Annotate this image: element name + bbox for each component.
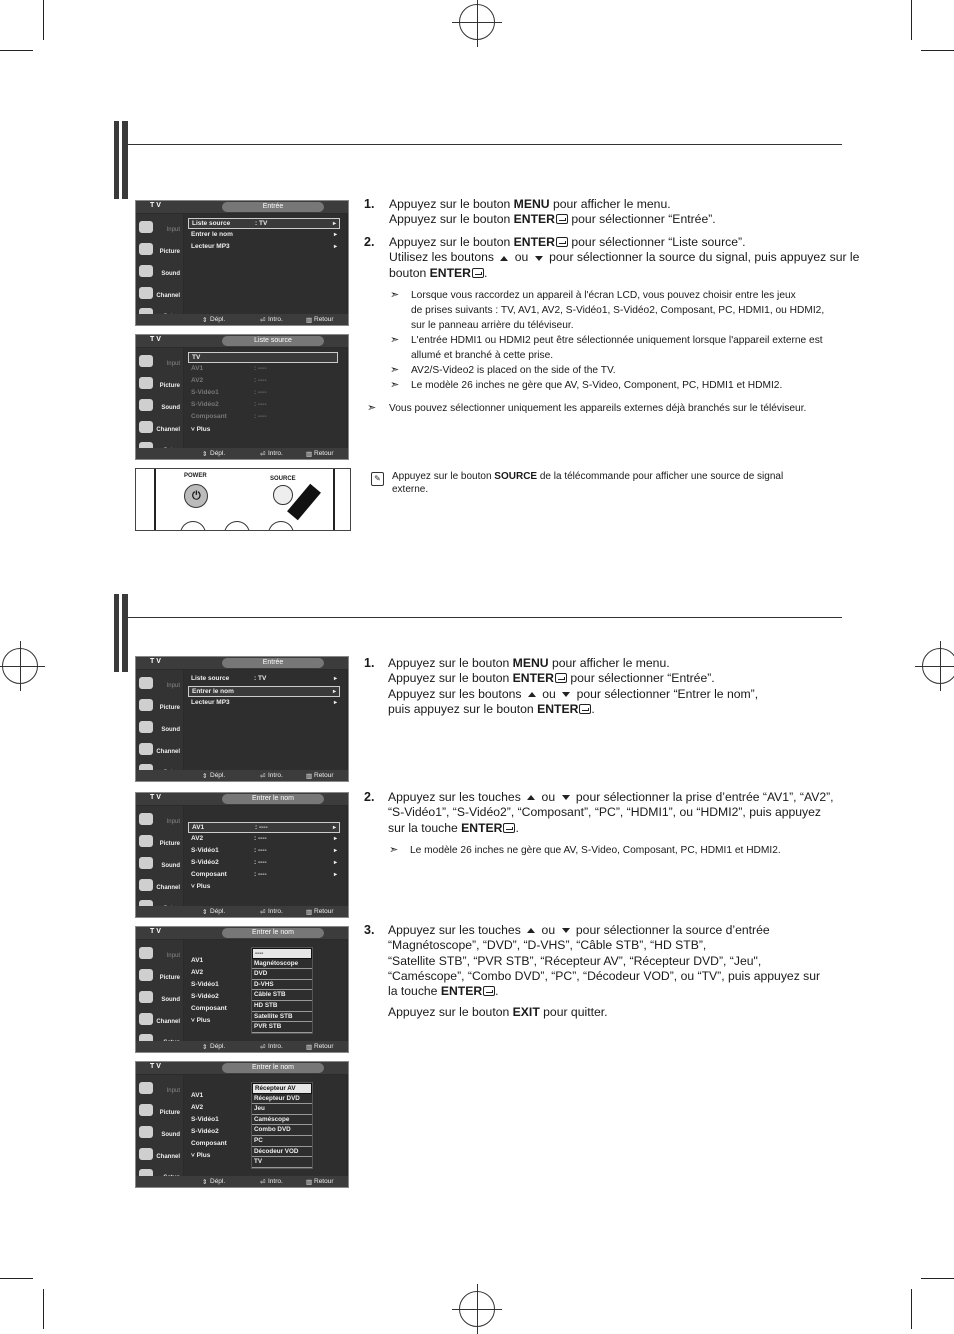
enter-icon: ⏎ [260, 1044, 266, 1051]
step-number: 1. [364, 656, 375, 670]
down-arrow-icon [562, 692, 570, 697]
osd-side-channel: Channel [136, 284, 183, 304]
move-icon: ⇕ [202, 451, 208, 458]
up-arrow-icon [527, 795, 535, 800]
arrow-right-icon: ▸ [332, 689, 336, 695]
enter-icon [472, 268, 484, 278]
channel-icon [139, 287, 153, 299]
down-arrow-icon [562, 928, 570, 933]
arrow-right-icon: ▸ [332, 221, 336, 227]
step-text: Appuyez sur le bouton ENTER pour sélectionner “Liste source”. Utilisez les boutons ou pour sélectionner la source du signal, puis appuyez sur le bouton ENTER . [389, 235, 860, 280]
return-icon: ▥ [306, 773, 313, 780]
crop-mark [921, 1278, 954, 1279]
return-icon: ▥ [306, 1044, 313, 1051]
picture-icon [139, 243, 153, 255]
note-arrow-icon: ➣ [390, 289, 400, 301]
step-number: 2. [364, 790, 375, 804]
memo-icon: ✎ [371, 472, 384, 486]
crop-mark [0, 1278, 33, 1279]
note-arrow-icon: ➣ [390, 334, 400, 346]
enter-icon: ⏎ [260, 1179, 266, 1186]
down-arrow-icon [535, 256, 543, 261]
enter-icon: ⏎ [260, 317, 266, 324]
input-icon [139, 677, 153, 689]
osd-menu-entrer-le-nom-list2: T V Entrer le nom Input Picture Sound Channel AV1 AV2 S-Vidéo1 S-Vidéo2 Composant ˅ Plus Récepteur AV Récepteur DVD Jeu Caméscope Combo DVD PC Décodeur VOD TV ⇕ Dépl. ⏎ Intro. ▥ Retour [135, 1061, 349, 1188]
arrow-right-icon: ▸ [333, 676, 337, 682]
picture-icon [139, 835, 153, 847]
channel-icon [139, 879, 153, 891]
return-icon: ▥ [306, 317, 313, 324]
step-number: 3. [364, 923, 375, 937]
crop-mark [911, 1289, 912, 1329]
enter-icon: ⏎ [260, 909, 266, 916]
source-button [273, 485, 293, 505]
arrow-right-icon: ▸ [333, 848, 337, 854]
move-icon: ⇕ [202, 317, 208, 324]
up-arrow-icon [500, 256, 508, 261]
enter-icon [483, 986, 495, 996]
arrow-right-icon: ▸ [333, 232, 337, 238]
channel-icon [139, 421, 153, 433]
osd-title: Entrer le nom [222, 1063, 324, 1073]
enter-icon: ⏎ [260, 773, 266, 780]
sound-icon [139, 721, 153, 733]
step-number: 2. [364, 235, 375, 249]
sound-icon [139, 991, 153, 1003]
down-arrow-icon [562, 795, 570, 800]
osd-menu-entrer-le-nom-list1: T V Entrer le nom Input Picture Sound Channel AV1 AV2 S-Vidéo1 S-Vidéo2 Composant ˅ Plus ---- Magnétoscope DVD D-VHS Câble STB HD STB Satellite STB PVR STB ⇕ Dépl. ⏎ Intro. ▥ Retour [135, 926, 349, 1053]
arrow-right-icon: ▸ [333, 860, 337, 866]
registration-mark [459, 4, 495, 40]
sound-icon [139, 1126, 153, 1138]
arrow-right-icon: ▸ [333, 700, 337, 706]
dropdown-list: ---- Magnétoscope DVD D-VHS Câble STB HD STB Satellite STB PVR STB [251, 947, 313, 1034]
section-bar [114, 594, 128, 672]
osd-title: Entrée [222, 202, 324, 212]
move-icon: ⇕ [202, 1044, 208, 1051]
picture-icon [139, 969, 153, 981]
channel-icon [139, 1013, 153, 1025]
osd-menu-entrer-le-nom: T V Entrer le nom Input Picture Sound Channel AV1 : ---- ▸ AV2 : ---- ▸ S-Vidéo1 : ---- ▸ S-Vidéo2 : ---- ▸ Composant : ---- ▸ ˅ Plus ⇕ Dépl. ⏎ Intro. ▥ Retour [135, 792, 349, 918]
registration-mark [2, 648, 38, 684]
note-text: AV2/S-Video2 is placed on the side of the TV. [411, 365, 616, 376]
arrow-right-icon: ▸ [332, 825, 336, 831]
registration-mark [922, 648, 954, 684]
arrow-right-icon: ▸ [333, 836, 337, 842]
enter-icon [555, 673, 567, 683]
enter-icon [556, 214, 568, 224]
dropdown-list: Récepteur AV Récepteur DVD Jeu Caméscope Combo DVD PC Décodeur VOD TV [251, 1082, 313, 1169]
sound-icon [139, 857, 153, 869]
registration-mark [459, 1291, 495, 1327]
step-text: Appuyez sur le bouton MENU pour afficher le menu. Appuyez sur le bouton ENTER pour sélectionner “Entrée”. Appuyez sur les boutons ou pour sélectionner “Entrer le nom”, puis appuyez sur le bouton ENTER . [388, 656, 759, 716]
step-text: Appuyez sur le bouton MENU pour afficher le menu. Appuyez sur le bouton ENTER pour sélectionner “Entrée”. [389, 197, 716, 227]
enter-icon: ⏎ [260, 451, 266, 458]
note-text: Lorsque vous raccordez un appareil à l'écran LCD, vous pouvez choisir entre les jeux de prises suivants : TV, AV1, AV2, S-Vidéo1, S-Vidéo2, Composant, PC, HDMI1, ou HDMI2, sur le panneau arrière du téléviseur. [411, 290, 825, 331]
input-icon [139, 947, 153, 959]
osd-row: Entrer le nom ▸ [191, 231, 337, 238]
osd-side-picture: Picture [136, 240, 183, 260]
picture-icon [139, 377, 153, 389]
pointer-icon [287, 484, 321, 521]
move-icon: ⇕ [202, 773, 208, 780]
remote-illustration: POWER ⏻ SOURCE [135, 468, 351, 531]
note-text: Le modèle 26 inches ne gère que AV, S-Video, Component, PC, HDMI1 et HDMI2. [411, 380, 783, 391]
section-bar [114, 121, 128, 199]
move-icon: ⇕ [202, 909, 208, 916]
note-text: Le modèle 26 inches ne gère que AV, S-Video, Composant, PC, HDMI1 et HDMI2. [410, 845, 781, 856]
osd-title: Entrée [222, 658, 324, 668]
arrow-right-icon: ▸ [333, 244, 337, 250]
osd-row: Liste source : TV ▸ [188, 218, 340, 229]
picture-icon [139, 699, 153, 711]
osd-side-sound: Sound [136, 262, 183, 282]
step-text: Appuyez sur les touches ou pour sélectionner la prise d’entrée “AV1”, “AV2”, “S-Vidéo1”, “S-Vidéo2”, “Composant”, “PC”, “HDMI1”, ou “HDMI2”, puis appuyez sur la touche ENTER . [388, 790, 834, 835]
note-arrow-icon: ➣ [367, 402, 377, 414]
up-arrow-icon [528, 692, 536, 697]
osd-menu-entree-2: T V Entrée Input Picture Sound Channel Liste source : TV ▸ Entrer le nom ▸ Lecteur MP3 ▸ ⇕ Dépl. ⏎ Intro. ▥ Retour [135, 656, 349, 782]
note-arrow-icon: ➣ [390, 379, 400, 391]
enter-icon [556, 237, 568, 247]
osd-menu-entree: T V Entrée Input Picture Sound Channel Liste source : TV ▸ Entrer le nom ▸ Lecteur MP3 ▸ ⇕ Dépl. ⏎ Intro. ▥ Retour [135, 200, 349, 326]
power-icon: ⏻ [192, 490, 201, 502]
section-rule [128, 617, 842, 618]
note-arrow-icon: ➣ [390, 364, 400, 376]
osd-row: Lecteur MP3 ▸ [191, 243, 337, 250]
picture-icon [139, 1104, 153, 1116]
enter-icon [579, 704, 591, 714]
return-icon: ▥ [306, 1179, 313, 1186]
move-icon: ⇕ [202, 1179, 208, 1186]
osd-title: Liste source [222, 336, 324, 346]
crop-mark [43, 1289, 44, 1329]
sound-icon [139, 399, 153, 411]
osd-side-input: Input [136, 218, 183, 238]
step-text: Appuyez sur les touches ou pour sélectionner la source d’entrée “Magnétoscope”, “DVD”, “D-VHS”, “Câble STB”, “HD STB”, “Satellite STB”, “PVR STB”, “Récepteur AV”, “Récepteur DVD”, “Jeu", “Caméscope”, “Combo DVD”, “PC”, “Décodeur VOD”, ou “TV”, puis appuyez sur la touche ENTER . Appuyez sur le bouton EXIT pour quitter. [388, 923, 821, 1020]
remote-note: Appuyez sur le bouton SOURCE de la télécommande pour afficher une source de signal externe. [392, 471, 784, 495]
return-icon: ▥ [306, 451, 313, 458]
osd-menu-liste-source: T V Liste source Input Picture Sound Channel TV AV1 : ---- AV2 : ---- S-Vidéo1 : ---- S-Vidéo2 : ---- Composant : ---- ˅ Plus ⇕ Dépl. ⏎ Intro. ▥ Retour [135, 334, 349, 460]
input-icon [139, 813, 153, 825]
up-arrow-icon [527, 928, 535, 933]
enter-icon [503, 823, 515, 833]
step-number: 1. [364, 197, 375, 211]
osd-title: Entrer le nom [222, 794, 324, 804]
crop-mark [0, 50, 33, 51]
note-arrow-icon: ➣ [389, 844, 399, 856]
input-icon [139, 1082, 153, 1094]
input-icon [139, 221, 153, 233]
osd-title: Entrer le nom [222, 928, 324, 938]
crop-mark [43, 0, 44, 40]
crop-mark [911, 0, 912, 40]
crop-mark [921, 50, 954, 51]
arrow-right-icon: ▸ [333, 872, 337, 878]
return-icon: ▥ [306, 909, 313, 916]
channel-icon [139, 743, 153, 755]
input-icon [139, 355, 153, 367]
sound-icon [139, 265, 153, 277]
note-text: Vous pouvez sélectionner uniquement les appareils externes déjà branchés sur le téléviseur. [389, 403, 807, 414]
section-rule [128, 144, 842, 145]
note-text: L'entrée HDMI1 ou HDMI2 peut être sélectionnée uniquement lorsque l'appareil externe est allumé et branché à cette prise. [411, 335, 823, 361]
channel-icon [139, 1148, 153, 1160]
